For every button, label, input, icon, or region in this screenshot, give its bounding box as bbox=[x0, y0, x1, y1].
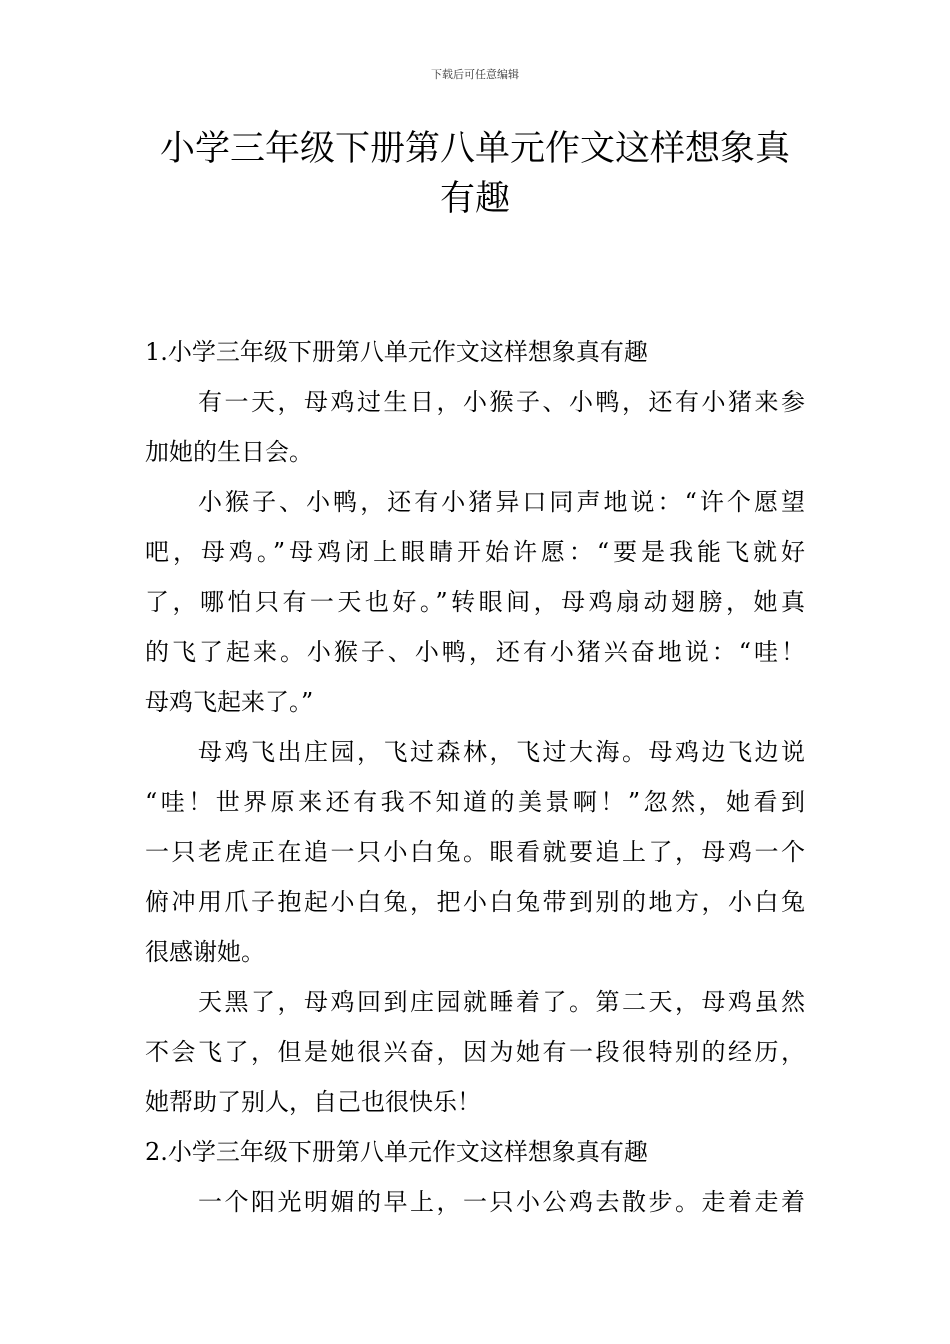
document-body bbox=[145, 327, 805, 1227]
paragraph-1-line-2: 加她的生日会。 bbox=[145, 438, 313, 466]
title-line-2: 有趣 bbox=[439, 179, 510, 219]
paragraph-3-line-2: “哇！世界原来还有我不知道的美景啊！”忽然，她看到 bbox=[145, 788, 805, 816]
section-2-heading: 2.小学三年级下册第八单元作文这样想象真有趣 bbox=[145, 1138, 648, 1166]
paragraph-5-line-1: 一个阳光明媚的早上，一只小公鸡去散步。走着走着 bbox=[198, 1188, 805, 1216]
section-1-heading: 1.小学三年级下册第八单元作文这样想象真有趣 bbox=[145, 338, 648, 366]
paragraph-2-line-1: 小猴子、小鸭，还有小猪异口同声地说：“许个愿望 bbox=[198, 488, 805, 516]
paragraph-3-line-1: 母鸡飞出庄园，飞过森林，飞过大海。母鸡边飞边说 bbox=[198, 738, 805, 766]
paragraph-3-line-5: 很感谢她。 bbox=[145, 938, 265, 966]
paragraph-2-line-2: 吧，母鸡。”母鸡闭上眼睛开始许愿：“要是我能飞就好 bbox=[145, 538, 805, 566]
paragraph-3-line-3: 一只老虎正在追一只小白兔。眼看就要追上了，母鸡一个 bbox=[145, 838, 805, 866]
paragraph-3-line-4: 俯冲用爪子抱起小白兔，把小白兔带到别的地方，小白兔 bbox=[145, 888, 805, 916]
page-header-note: 下载后可任意编辑 bbox=[431, 68, 519, 81]
paragraph-4-line-1: 天黑了，母鸡回到庄园就睡着了。第二天，母鸡虽然 bbox=[198, 988, 805, 1016]
paragraph-2-line-3: 了，哪怕只有一天也好。”转眼间，母鸡扇动翅膀，她真 bbox=[145, 588, 805, 616]
title-line-1: 小学三年级下册第八单元作文这样想象真 bbox=[159, 129, 790, 169]
paragraph-2-line-5: 母鸡飞起来了。” bbox=[145, 688, 314, 716]
document-title bbox=[145, 124, 805, 224]
paragraph-4-line-3: 她帮助了别人，自己也很快乐！ bbox=[145, 1088, 481, 1116]
paragraph-4-line-2: 不会飞了，但是她很兴奋，因为她有一段很特别的经历， bbox=[145, 1038, 805, 1066]
paragraph-2-line-4: 的飞了起来。小猴子、小鸭，还有小猪兴奋地说：“哇！ bbox=[145, 638, 805, 666]
paragraph-1-line-1: 有一天，母鸡过生日，小猴子、小鸭，还有小猪来参 bbox=[198, 388, 805, 416]
